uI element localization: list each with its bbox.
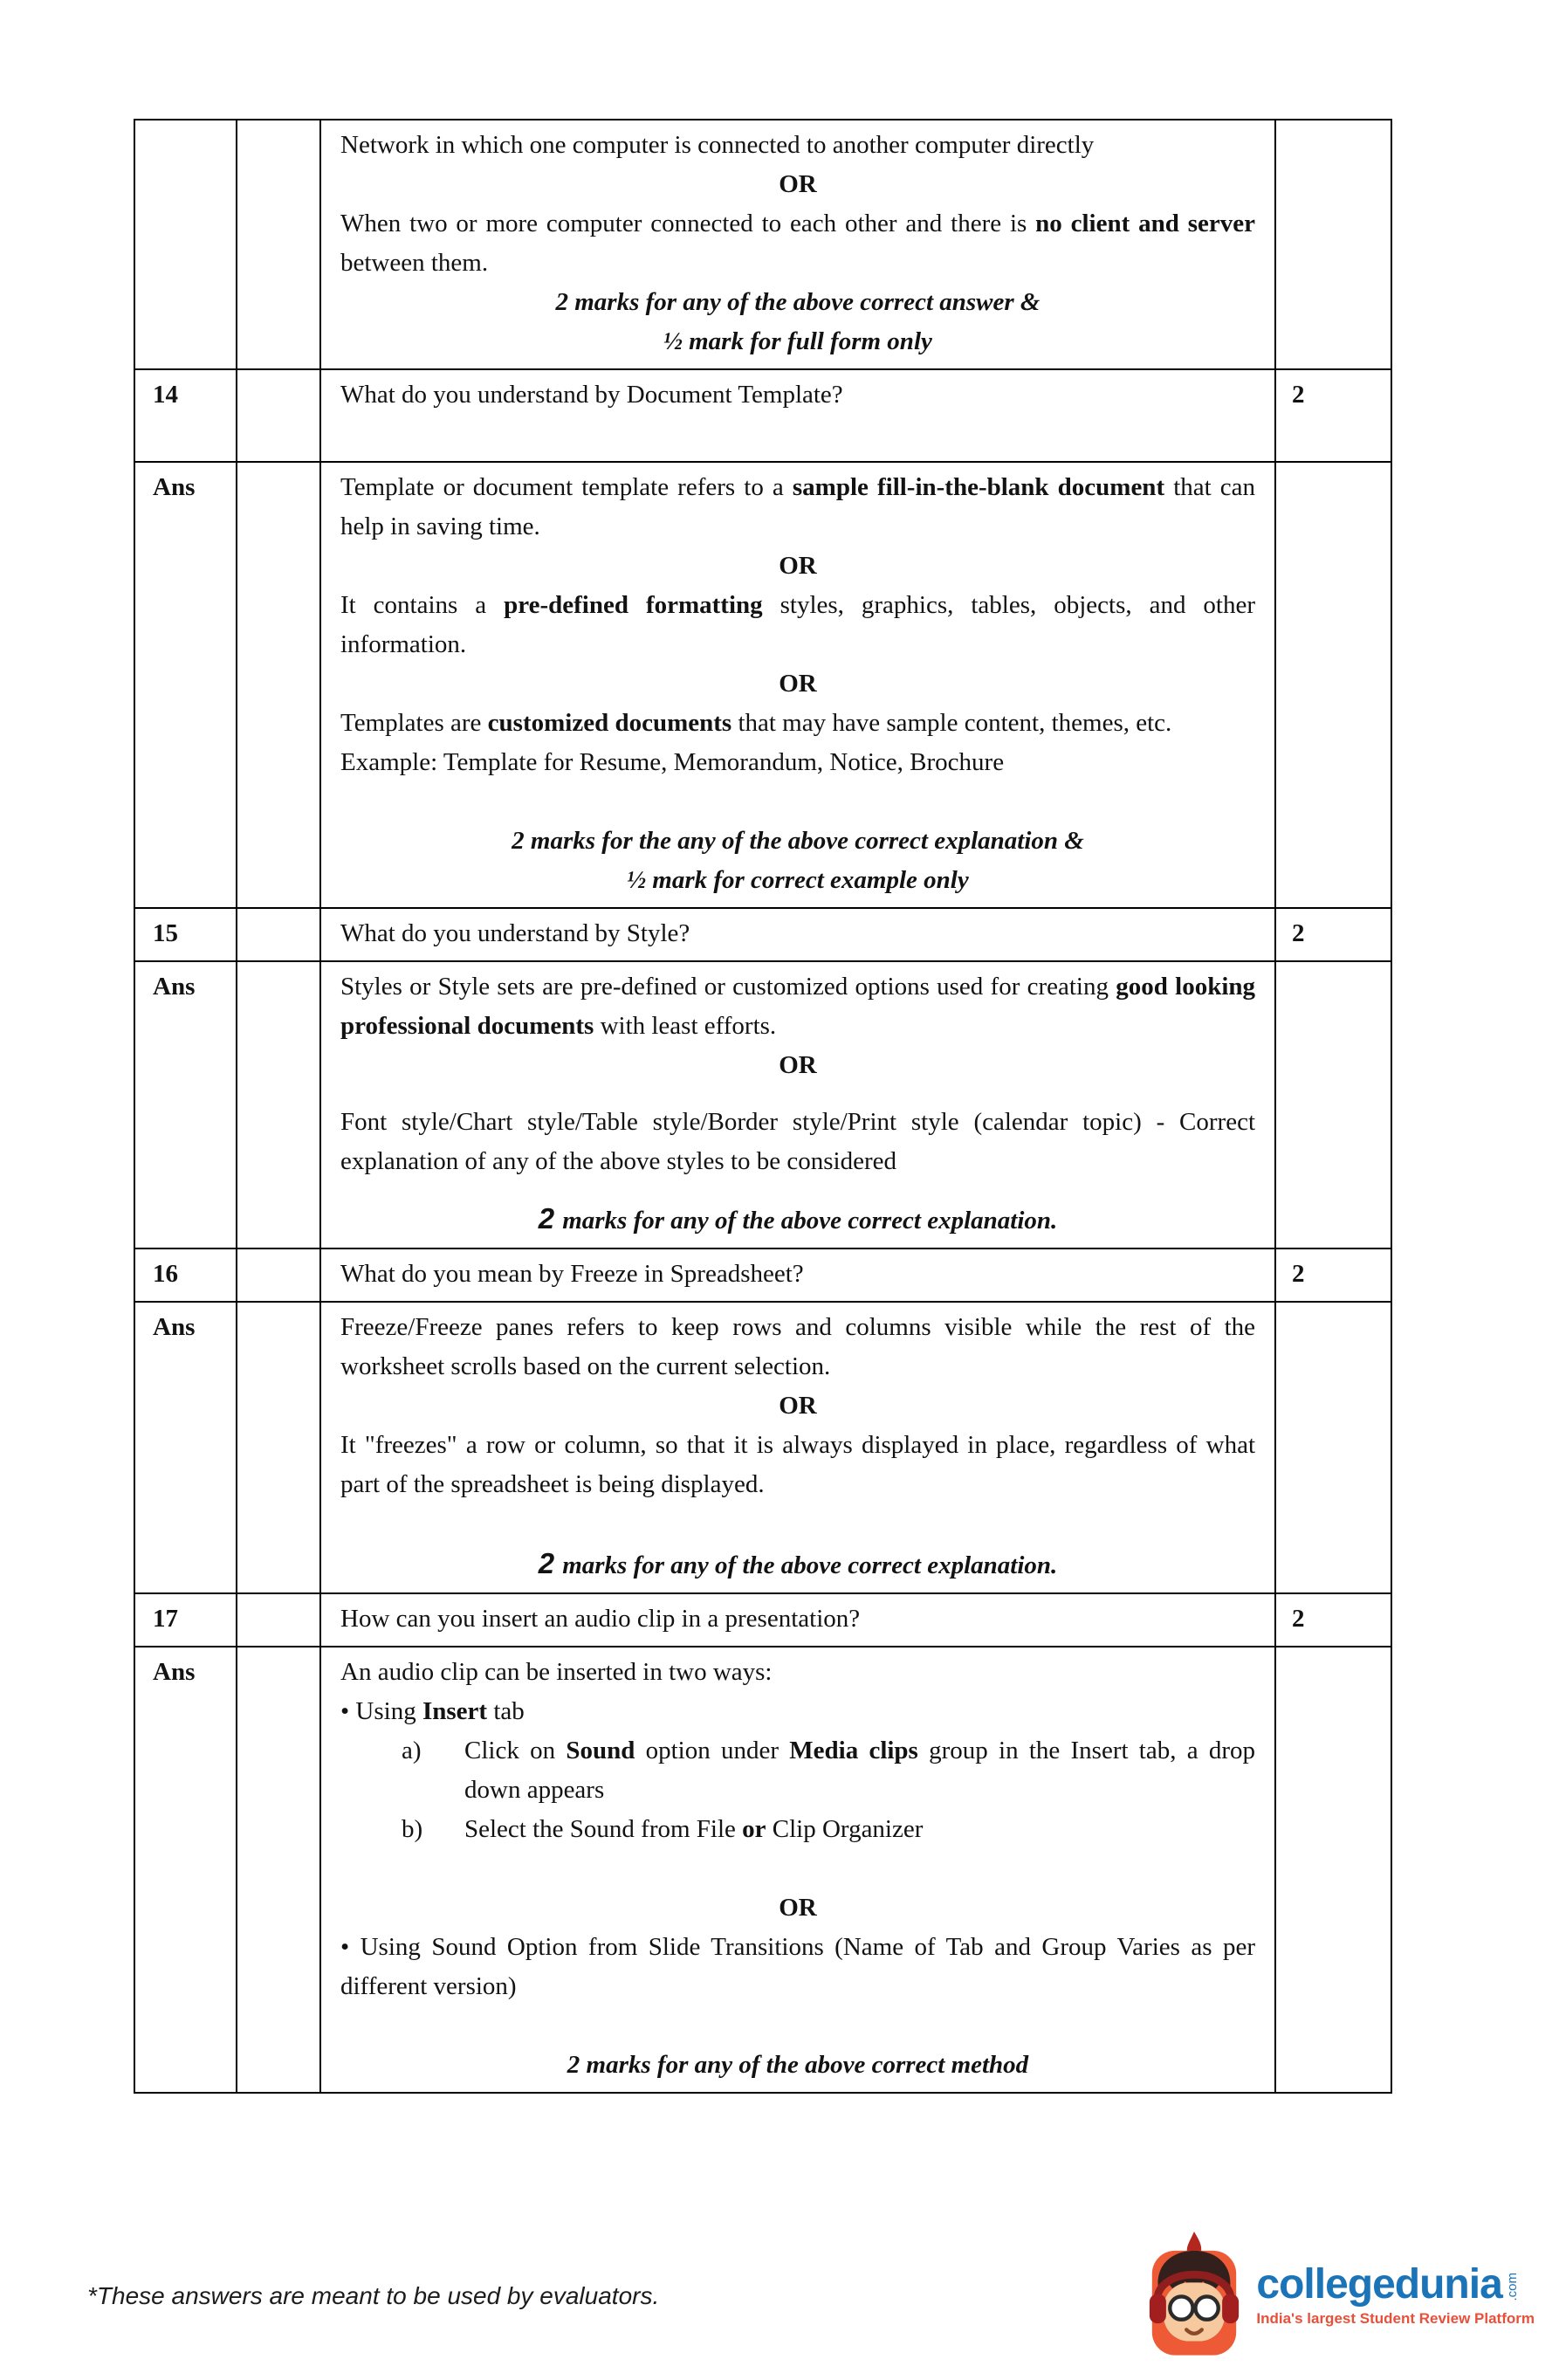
blank-cell — [237, 462, 320, 908]
or-separator: OR — [779, 552, 817, 580]
spacer — [340, 2006, 1255, 2046]
content-cell — [320, 369, 1275, 462]
collegedunia-mascot-icon — [1143, 2232, 1246, 2359]
spacer — [340, 415, 1255, 454]
marks-cell: 2 — [1275, 369, 1391, 462]
question-number-cell: Ans — [134, 1647, 237, 2093]
table-row — [134, 961, 1391, 1248]
marks-note: 2 marks for any of the above correct explanation. — [538, 1202, 1058, 1235]
marks-note: 2 marks for the any of the above correct explanation & — [512, 827, 1084, 855]
marks-note: ½ mark for correct example only — [627, 866, 969, 894]
marks-cell — [1275, 961, 1391, 1248]
marking-scheme-table — [134, 119, 1392, 2094]
answer-paragraph: • Using Insert tab — [340, 1697, 525, 1725]
answer-paragraph: • Using Sound Option from Slide Transitions (Name of Tab and Group Varies as per different version) — [340, 1933, 1255, 2000]
question-number-cell: 14 — [134, 369, 237, 462]
content-cell — [320, 961, 1275, 1248]
marks-cell — [1275, 1647, 1391, 2093]
logo-text-block — [1256, 2263, 1535, 2328]
or-separator: OR — [779, 170, 817, 198]
spacer — [340, 782, 1255, 822]
blank-cell — [237, 1647, 320, 2093]
spacer — [340, 1085, 1255, 1103]
answer-paragraph: It contains a pre-defined formatting styles, graphics, tables, objects, and other information. — [340, 591, 1256, 658]
answer-paragraph: Example: Template for Resume, Memorandum, Notice, Brochure — [340, 748, 1005, 776]
marks-note: 2 marks for any of the above correct method — [567, 2051, 1029, 2079]
content-cell — [320, 462, 1275, 908]
table-row — [134, 1647, 1391, 2093]
content-cell — [320, 1647, 1275, 2093]
table-row — [134, 908, 1391, 961]
or-separator: OR — [779, 670, 817, 698]
question-number-cell: 17 — [134, 1593, 237, 1647]
blank-cell — [237, 1302, 320, 1593]
list-marker: b) — [402, 1815, 423, 1843]
table-row — [134, 1248, 1391, 1302]
content-cell — [320, 1593, 1275, 1647]
question-number-cell: 15 — [134, 908, 237, 961]
logo-tagline: India's largest Student Review Platform — [1256, 2310, 1535, 2327]
question-number-cell: Ans — [134, 961, 237, 1248]
table-row — [134, 1593, 1391, 1647]
table-row — [134, 1302, 1391, 1593]
marks-cell: 2 — [1275, 1248, 1391, 1302]
collegedunia-logo — [1143, 2232, 1535, 2359]
answer-paragraph: It "freezes" a row or column, so that it is always displayed in place, regardless of what part of the spreadsheet is being displayed. — [340, 1431, 1255, 1498]
content-cell — [320, 1302, 1275, 1593]
question-number-cell — [134, 120, 237, 369]
list-item: b) Select the Sound from File or Clip Organizer — [340, 1810, 1255, 1849]
spacer — [340, 1181, 1255, 1199]
blank-cell — [237, 1248, 320, 1302]
list-marker: a) — [402, 1737, 422, 1764]
answer-paragraph: Templates are customized documents that may have sample content, themes, etc. — [340, 709, 1172, 737]
marks-cell — [1275, 1302, 1391, 1593]
content-cell — [320, 120, 1275, 369]
blank-cell — [237, 1593, 320, 1647]
blank-cell — [237, 120, 320, 369]
answer-paragraph: Network in which one computer is connected to another computer directly — [340, 131, 1095, 159]
spacer — [340, 1504, 1255, 1544]
content-cell — [320, 908, 1275, 961]
content-cell — [320, 1248, 1275, 1302]
marks-note: ½ mark for full form only — [663, 327, 932, 355]
answer-paragraph: When two or more computer connected to each other and there is no client and server between them. — [340, 210, 1255, 277]
table-row — [134, 462, 1391, 908]
logo-brand-text: collegedunia — [1256, 2261, 1502, 2308]
answer-table-body — [134, 120, 1391, 2093]
question-number-cell: Ans — [134, 462, 237, 908]
question-number-cell: Ans — [134, 1302, 237, 1593]
answer-paragraph: Freeze/Freeze panes refers to keep rows and columns visible while the rest of the worksheet scrolls based on the current selection. — [340, 1313, 1255, 1380]
question-text: What do you mean by Freeze in Spreadsheet? — [340, 1260, 804, 1288]
answer-paragraph: Template or document template refers to a sample fill-in-the-blank document that can help in saving time. — [340, 473, 1256, 540]
or-separator: OR — [779, 1392, 817, 1420]
answer-paragraph: Styles or Style sets are pre-defined or customized options used for creating good looking professional documents with least efforts. — [340, 973, 1256, 1040]
or-separator: OR — [779, 1894, 817, 1922]
marks-cell: 2 — [1275, 908, 1391, 961]
answer-paragraph: Font style/Chart style/Table style/Border style/Print style (calendar topic) - Correct explanation of any of the above styles to be considered — [340, 1108, 1255, 1175]
logo-tld-text: .com — [1504, 2273, 1520, 2301]
answer-paragraph: An audio clip can be inserted in two ways: — [340, 1658, 773, 1686]
table-row — [134, 369, 1391, 462]
blank-cell — [237, 908, 320, 961]
evaluator-note: *These answers are meant to be used by evaluators. — [87, 2282, 660, 2309]
question-text: What do you understand by Document Template? — [340, 381, 843, 409]
table-row — [134, 120, 1391, 369]
blank-cell — [237, 961, 320, 1248]
question-text: How can you insert an audio clip in a presentation? — [340, 1605, 861, 1633]
marks-cell — [1275, 462, 1391, 908]
marks-cell — [1275, 120, 1391, 369]
marks-note: 2 marks for any of the above correct explanation. — [538, 1547, 1058, 1579]
or-separator: OR — [779, 1051, 817, 1079]
marks-cell: 2 — [1275, 1593, 1391, 1647]
question-text: What do you understand by Style? — [340, 919, 690, 947]
marks-note: 2 marks for any of the above correct answer & — [555, 288, 1040, 316]
spacer — [340, 1849, 1255, 1888]
blank-cell — [237, 369, 320, 462]
question-number-cell: 16 — [134, 1248, 237, 1302]
list-item: a) Click on Sound option under Media clips group in the Insert tab, a drop down appears — [340, 1731, 1255, 1810]
